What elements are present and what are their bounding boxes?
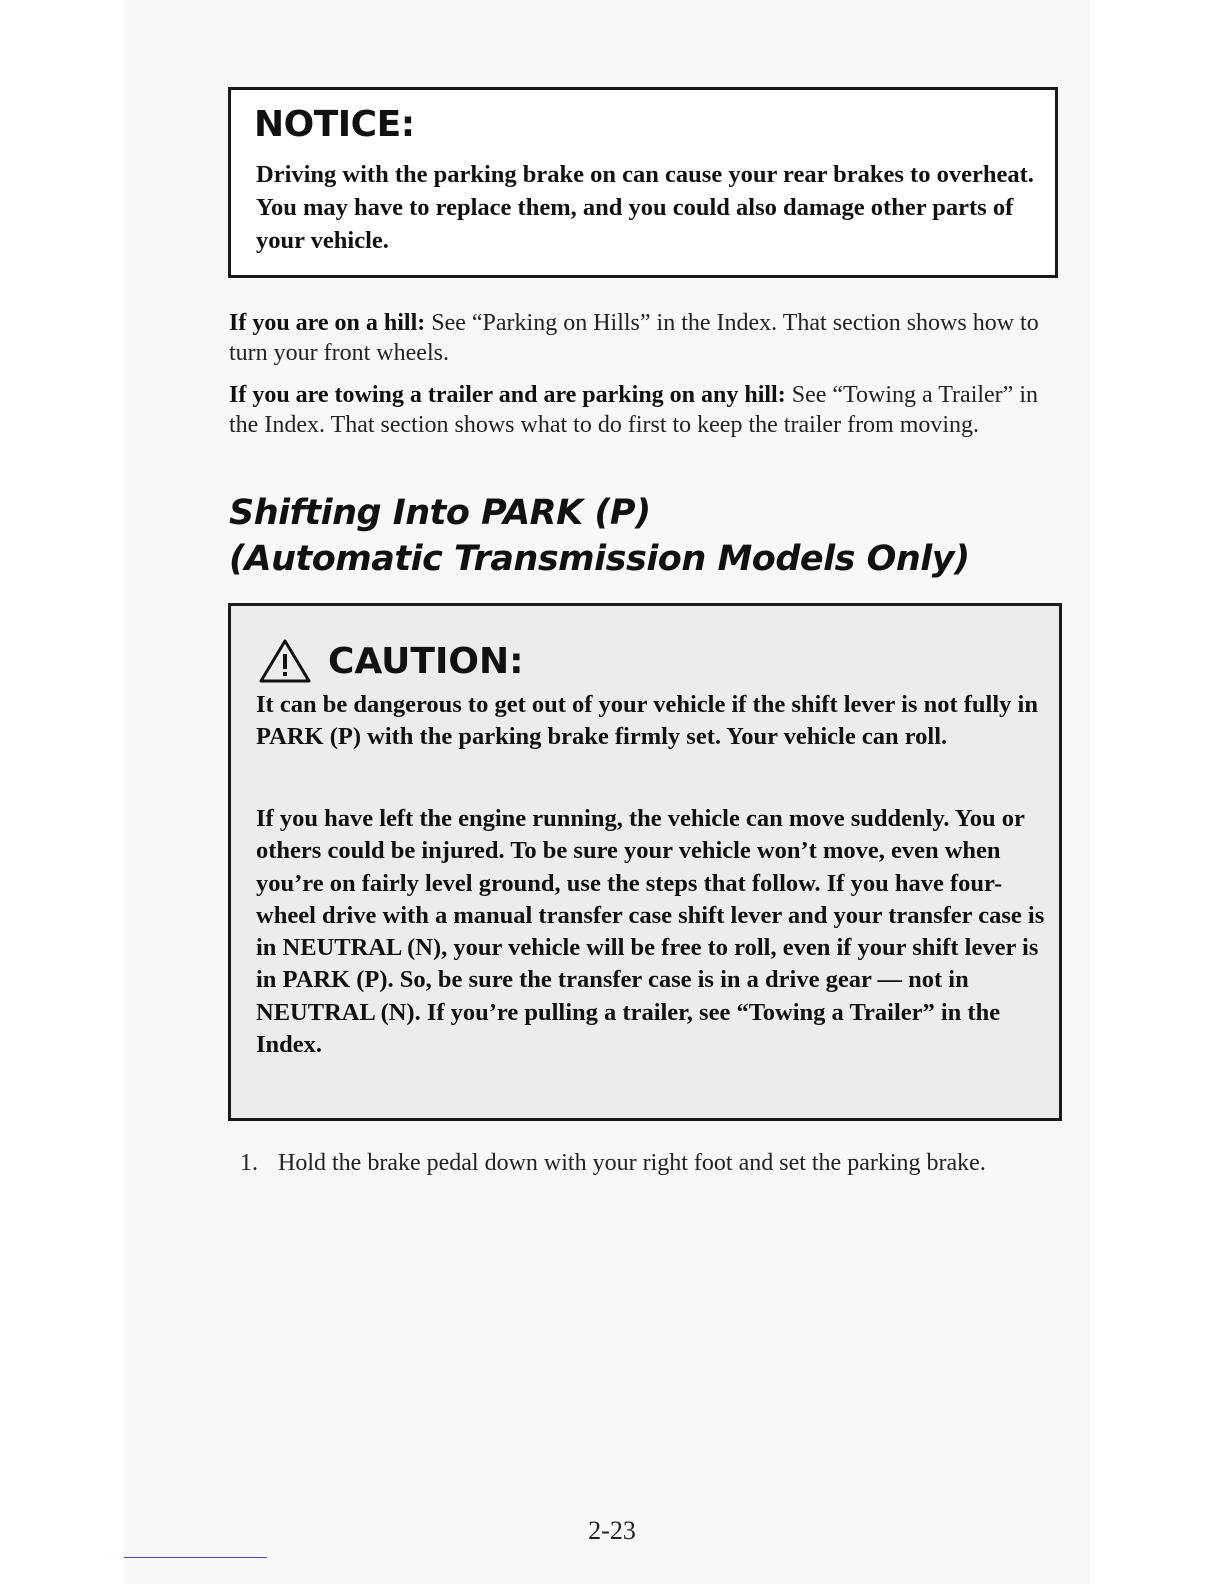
hill-paragraph-text: See “Parking on Hills” in the Index. That section shows how to turn your front wheels. bbox=[229, 310, 1039, 366]
caution-paragraph-2: If you have left the engine running, the vehicle can move suddenly. You or others could be injured. To be sure your vehicle won’t move, even when you’re on fairly level ground, use the steps that follow. If you have four-wheel drive with a manual transfer case shift lever and your transfer case is in NEUTRAL (N), your vehicle will be free to roll, even if your shift lever is in PARK (P). So, be sure the transfer case is in a drive gear — not in NEUTRAL (N). If you’re pulling a trailer, see “Towing a Trailer” in the Index. bbox=[256, 805, 1045, 1059]
caution-title: CAUTION: bbox=[328, 640, 524, 682]
section-heading-line-1: Shifting Into PARK (P) bbox=[229, 493, 651, 533]
step-number: 1. bbox=[240, 1150, 258, 1176]
section-heading bbox=[229, 490, 1079, 582]
caution-paragraph-1: It can be dangerous to get out of your vehicle if the shift lever is not fully in PARK (P) with the parking brake firmly set. Your vehicle can roll. bbox=[256, 691, 1038, 751]
step-item bbox=[240, 1148, 1030, 1178]
caution-header bbox=[258, 638, 524, 684]
page-number: 2-23 bbox=[588, 1516, 636, 1545]
trailer-paragraph-text: See “Towing a Trailer” in the Index. That section shows what to do first to keep the trailer from moving. bbox=[229, 382, 1038, 438]
notice-text: Driving with the parking brake on can cause your rear brakes to overheat. You may have to replace them, and you could also damage other parts of your vehicle. bbox=[256, 161, 1034, 254]
notice-title: NOTICE: bbox=[254, 104, 415, 145]
section-heading-line-2: (Automatic Transmission Models Only) bbox=[229, 539, 970, 579]
warning-triangle-icon bbox=[258, 638, 312, 684]
trailer-paragraph bbox=[229, 380, 1049, 440]
trailer-paragraph-lead: If you are towing a trailer and are parking on any hill: bbox=[229, 382, 786, 408]
step-text: Hold the brake pedal down with your right foot and set the parking brake. bbox=[278, 1150, 986, 1176]
hill-paragraph-lead: If you are on a hill: bbox=[229, 310, 426, 336]
bottom-rule bbox=[124, 1557, 267, 1558]
hill-paragraph bbox=[229, 308, 1049, 368]
